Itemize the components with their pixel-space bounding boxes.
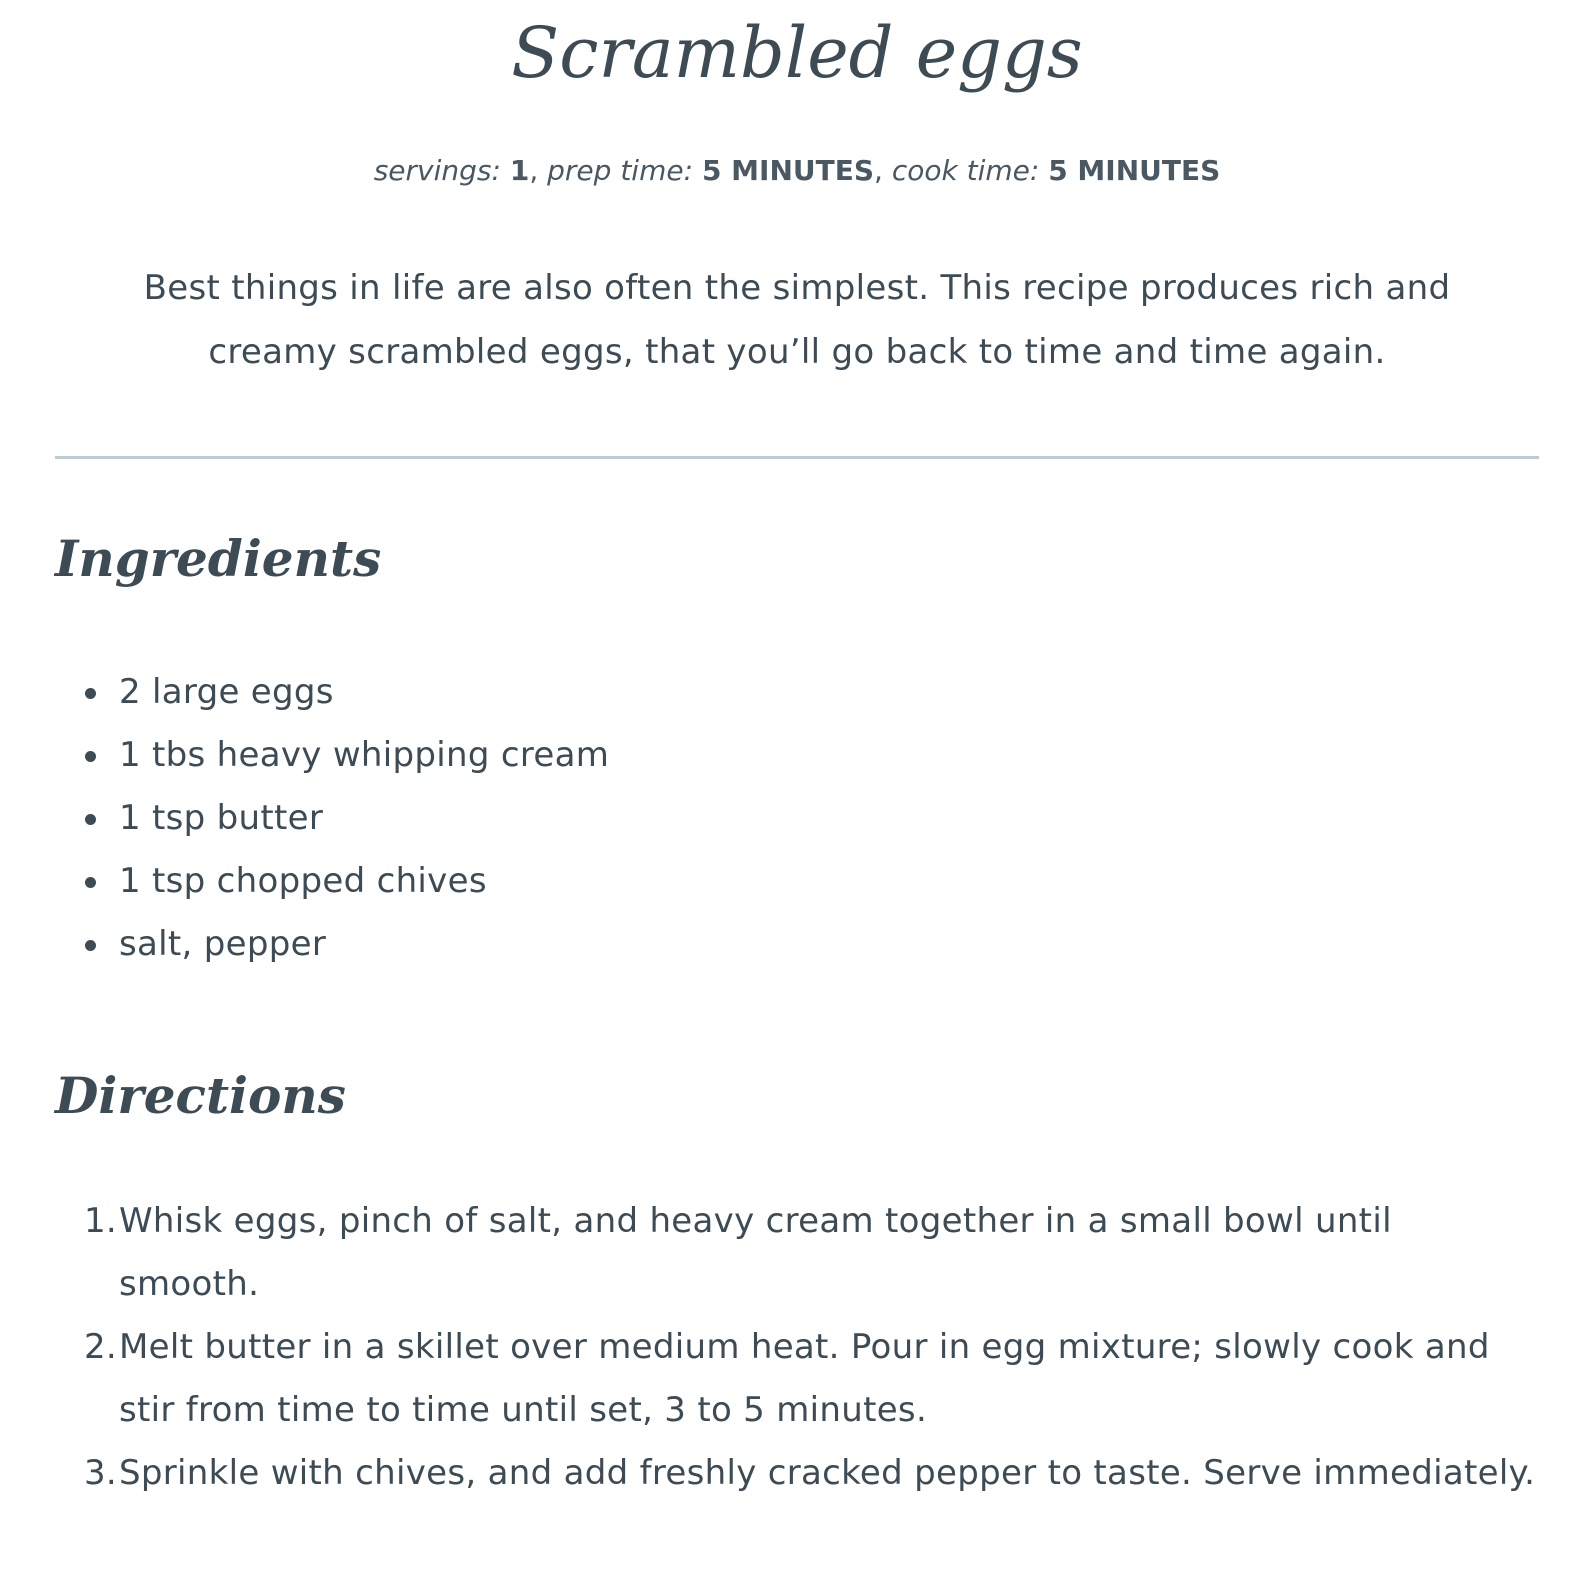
bullet-icon	[85, 751, 96, 762]
prep-time-value: 5 MINUTES	[701, 154, 875, 187]
ingredient-text: 1 tsp butter	[119, 798, 324, 838]
step-number: 1.	[83, 1201, 117, 1241]
ingredient-text: 1 tsp chopped chives	[119, 861, 487, 901]
ingredients-list	[55, 661, 1539, 976]
directions-list	[55, 1190, 1539, 1505]
meta-separator: ,	[529, 154, 548, 187]
direction-step	[83, 1442, 1539, 1505]
recipe-meta	[55, 153, 1539, 189]
recipe-title: Scrambled eggs	[511, 12, 1083, 94]
bullet-icon	[85, 877, 96, 888]
meta-separator: ,	[874, 154, 892, 187]
step-number: 2.	[83, 1327, 117, 1367]
divider	[55, 456, 1539, 459]
ingredient-item	[119, 787, 1539, 850]
ingredients-heading: Ingredients	[55, 529, 382, 588]
cook-time-label: cook time:	[891, 154, 1040, 187]
bullet-icon	[85, 688, 96, 699]
ingredient-text: salt, pepper	[119, 924, 327, 964]
step-number: 3.	[83, 1453, 117, 1493]
cook-time-value: 5 MINUTES	[1048, 154, 1221, 187]
prep-time-label: prep time:	[547, 154, 694, 187]
ingredient-item	[119, 661, 1539, 724]
directions-heading: Directions	[55, 1066, 346, 1125]
step-text: Whisk eggs, pinch of salt, and heavy cream together in a small bowl until smooth.	[119, 1201, 1392, 1304]
ingredient-item	[119, 724, 1539, 787]
ingredient-text: 2 large eggs	[119, 672, 334, 712]
ingredient-item	[119, 913, 1539, 976]
step-text: Melt butter in a skillet over medium heat. Pour in egg mixture; slowly cook and stir from time to time until set, 3 to 5 minutes.	[119, 1327, 1490, 1430]
direction-step	[83, 1190, 1539, 1316]
ingredient-item	[119, 850, 1539, 913]
recipe-intro: Best things in life are also often the simplest. This recipe produces rich and creamy scrambled eggs, that you’ll go back to time and time again.	[143, 268, 1451, 372]
servings-value: 1	[509, 154, 530, 187]
direction-step	[83, 1316, 1539, 1442]
bullet-icon	[85, 814, 96, 825]
servings-label: servings:	[373, 154, 501, 187]
bullet-icon	[85, 940, 96, 951]
step-text: Sprinkle with chives, and add freshly cracked pepper to taste. Serve immediately.	[119, 1453, 1536, 1493]
ingredient-text: 1 tbs heavy whipping cream	[119, 735, 610, 775]
